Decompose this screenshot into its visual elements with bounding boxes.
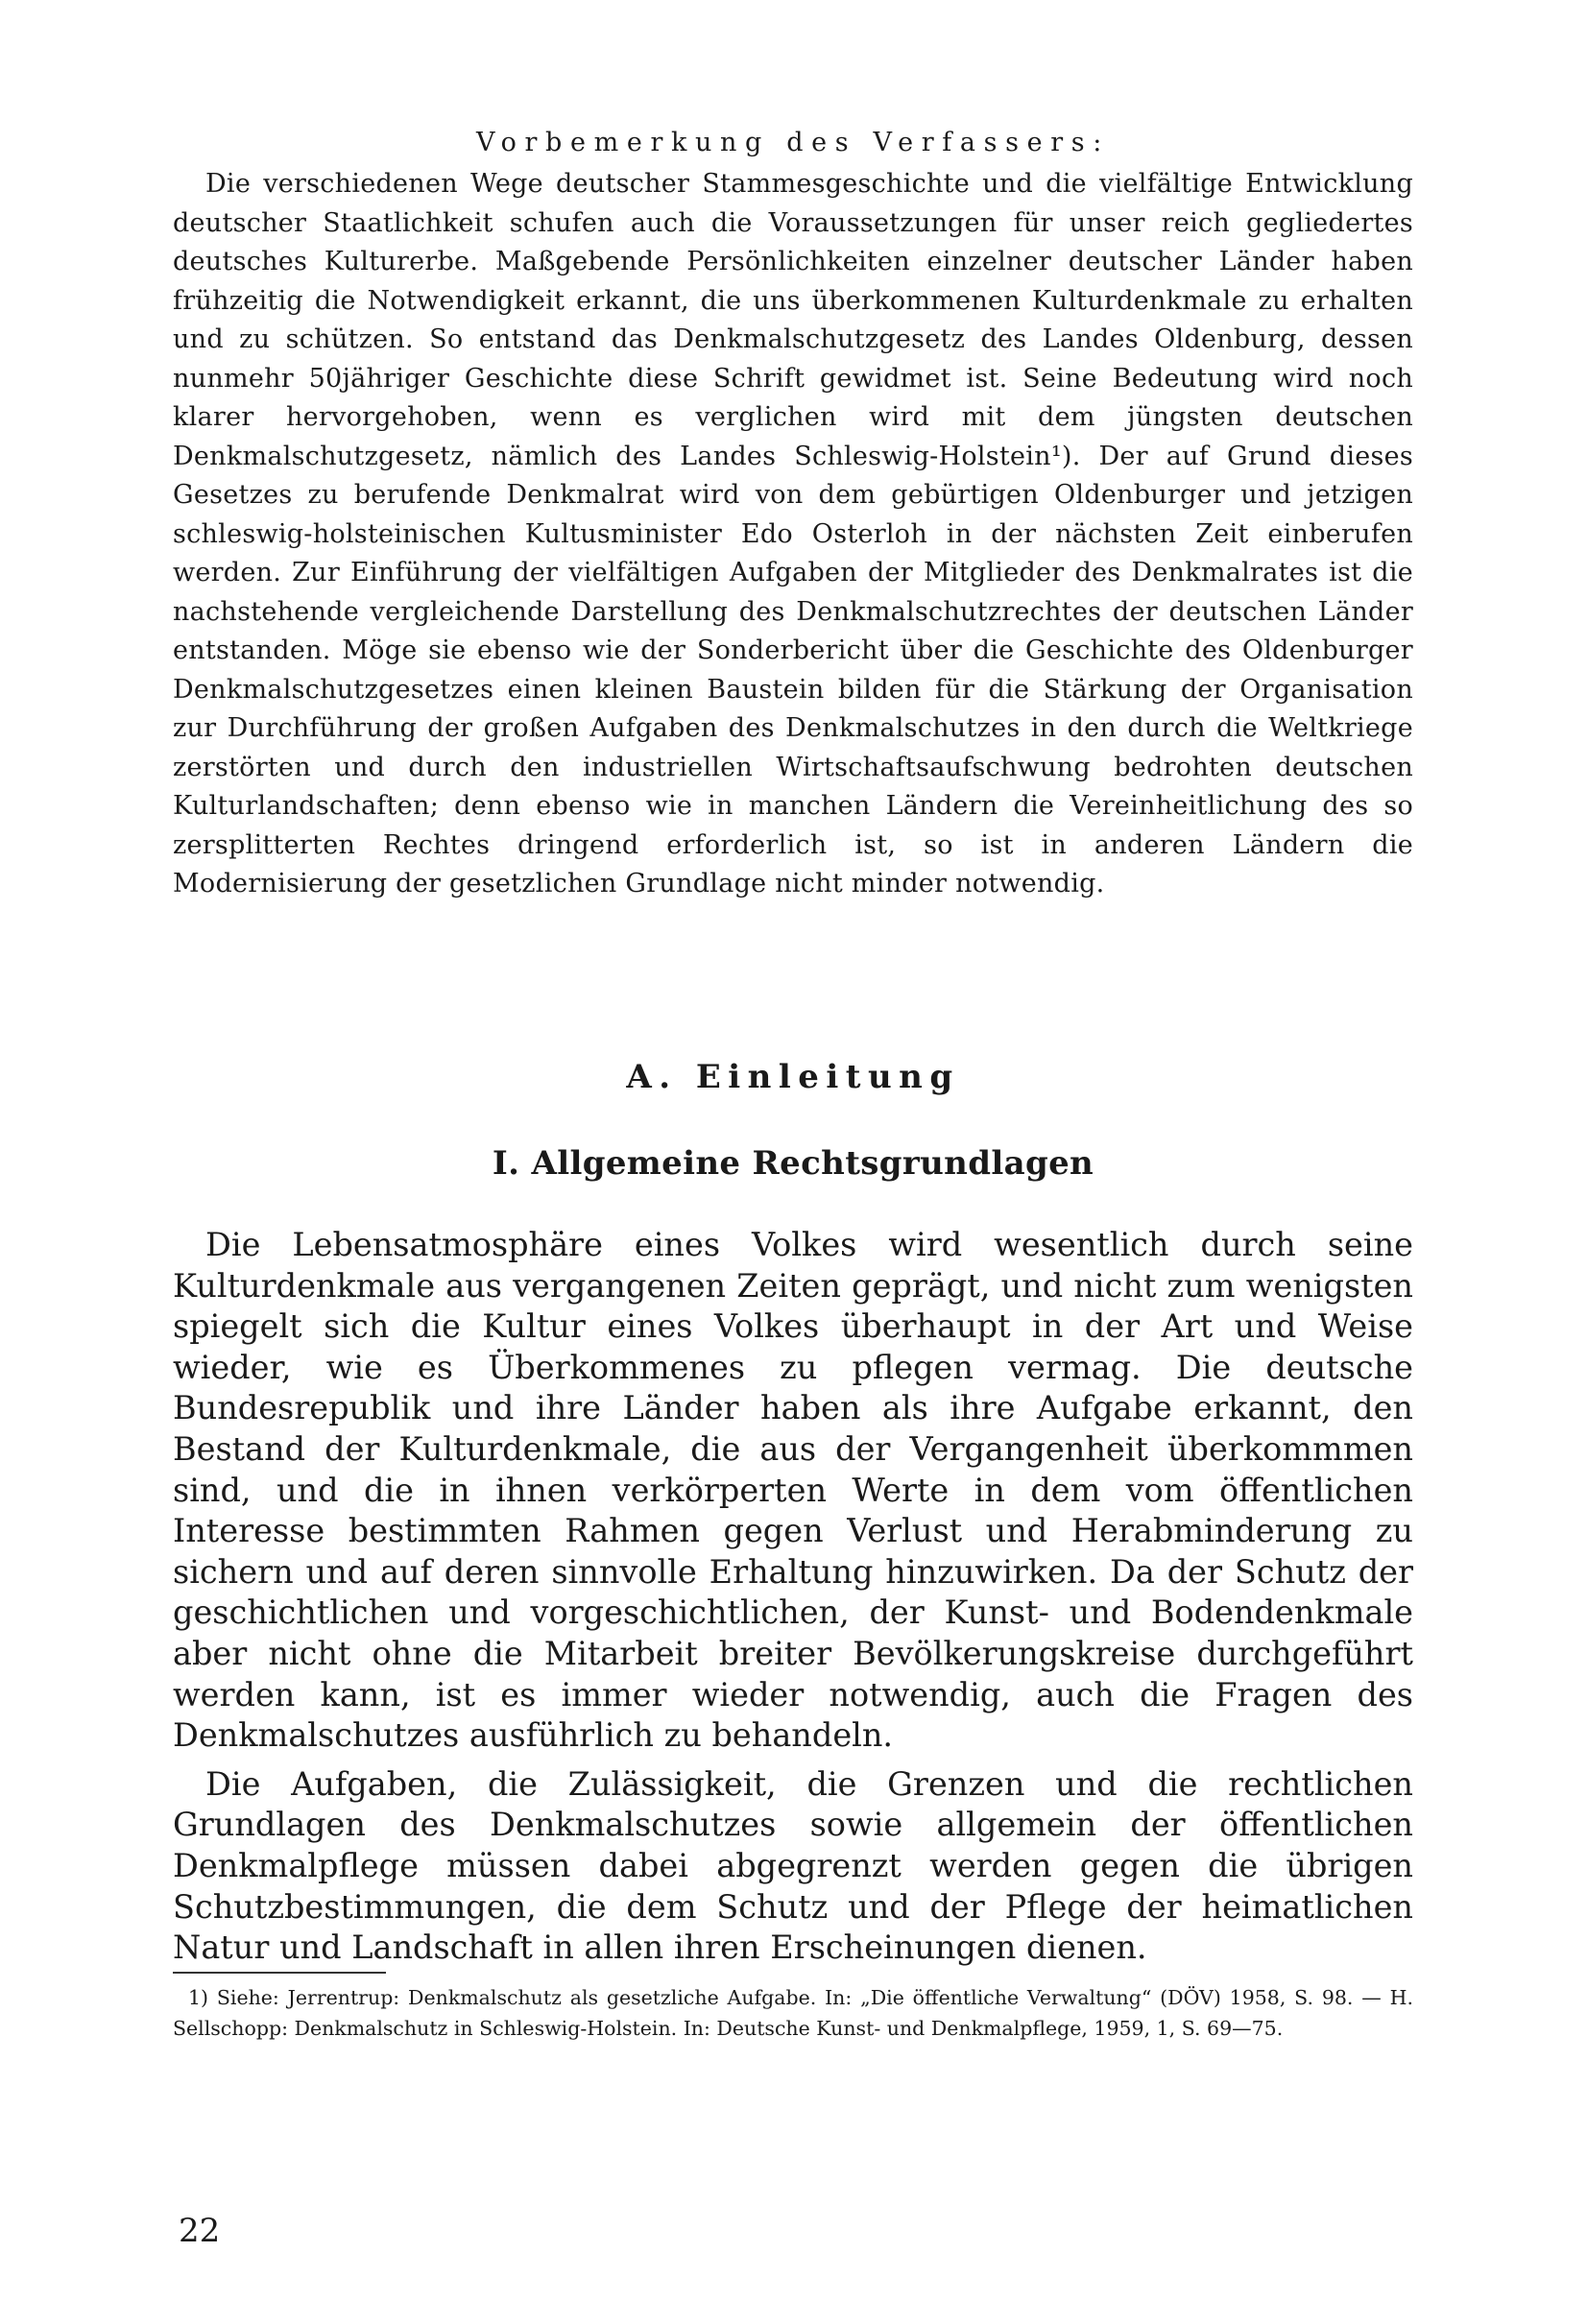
footnote: 1) Siehe: Jerrentrup: Denkmalschutz als gesetzliche Aufgabe. In: „Die öffentliche Verwaltung“ (DÖV) 1958, S. 98. — H. Sellschopp: Denkmalschutz in Schleswig-Holstein. In: Deutsche Kunst- und Denkmalpflege, 1959, 1, S. 69—75. — [173, 1986, 1413, 2040]
page-number: 22 — [179, 2212, 221, 2250]
preface-section — [173, 123, 1413, 904]
body-paragraph-1: Die Lebensatmosphäre eines Volkes wird wesentlich durch seine Kulturdenkmale aus vergangenen Zeiten geprägt, und nicht zum wenigsten spiegelt sich die Kultur eines Volkes überhaupt in der Art und Weise wieder, wie es Überkommenes zu pflegen vermag. Die deutsche Bundesrepublik und ihre Länder haben als ihre Aufgabe erkannt, den Bestand der Kulturdenkmale, die aus der Vergangenheit überkommmen sind, und die in ihnen verkörperten Werte in dem vom öffentlichen Interesse bestimmten Rahmen gegen Verlust und Herabminderung zu sichern und auf deren sinnvolle Erhaltung hinzuwirken. Da der Schutz der geschichtlichen und vorgeschichtlichen, der Kunst- und Bodendenkmale aber nicht ohne die Mitarbeit breiter Bevölkerungskreise durchgeführt werden kann, ist es immer wieder notwendig, auch die Fragen des Denkmalschutzes ausführlich zu behandeln. — [173, 1226, 1413, 1755]
body-paragraph-2: Die Aufgaben, die Zulässigkeit, die Grenzen und die rechtlichen Grundlagen des Denkmalschutzes sowie allgemein der öffentlichen Denkmalpflege müssen dabei abgegrenzt werden gegen die übrigen Schutzbestimmungen, die dem Schutz und der Pflege der heimatlichen Natur und Landschaft in allen ihren Erscheinungen dienen. — [173, 1764, 1413, 1967]
subsection-heading-rechtsgrundlagen: I. Allgemeine Rechtsgrundlagen — [492, 1144, 1094, 1183]
section-heading-einleitung: A. Einleitung — [626, 1058, 960, 1096]
preface-paragraph: Die verschiedenen Wege deutscher Stammesgeschichte und die vielfältige Entwicklung deutscher Staatlichkeit schufen auch die Voraussetzungen für unser reich gegliedertes deutsches Kulturerbe. Maßgebende Persönlichkeiten einzelner deutscher Länder haben frühzeitig die Notwendigkeit erkannt, die uns überkommenen Kulturdenkmale zu erhalten und zu schützen. So entstand das Denkmalschutzgesetz des Landes Oldenburg, dessen nunmehr 50jähriger Geschichte diese Schrift gewidmet ist. Seine Bedeutung wird noch klarer hervorgehoben, wenn es verglichen wird mit dem jüngsten deutschen Denkmalschutzgesetz, nämlich des Landes Schleswig-Holstein¹). Der auf Grund dieses Gesetzes zu berufende Denkmalrat wird von dem gebürtigen Oldenburger und jetzigen schleswig-holsteinischen Kultusminister Edo Osterloh in der nächsten Zeit einberufen werden. Zur Einführung der vielfältigen Aufgaben der Mitglieder des Denkmalrates ist die nachstehende vergleichende Darstellung des Denkmalschutzrechtes der deutschen Länder entstanden. Möge sie ebenso wie der Sonderbericht über die Geschichte des Oldenburger Denkmalschutzgesetzes einen kleinen Baustein bilden für die Stärkung der Organisation zur Durchführung der großen Aufgaben des Denkmalschutzes in den durch die Weltkriege zerstörten und durch den industriellen Wirtschaftsaufschwung bedrohten deutschen Kulturlandschaften; denn ebenso wie in manchen Ländern die Vereinheitlichung des so zersplitterten Rechtes dringend erforderlich ist, so ist in anderen Ländern die Modernisierung der gesetzlichen Grundlage nicht minder notwendig. — [173, 169, 1413, 898]
footnote-divider — [173, 1972, 386, 1974]
preface-heading: Vorbemerkung des Verfassers: — [475, 128, 1111, 157]
main-text — [173, 1225, 1413, 1969]
